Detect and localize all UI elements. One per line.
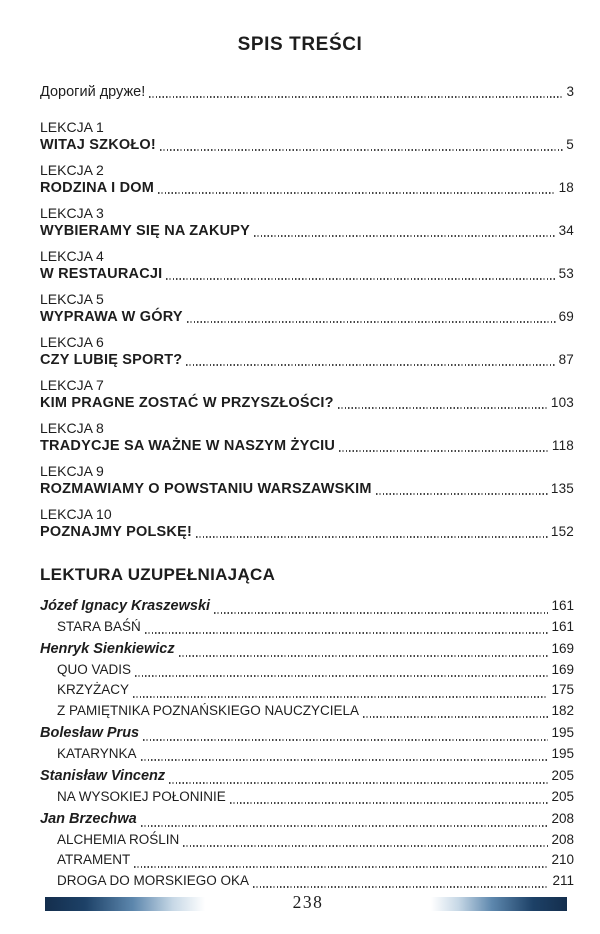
entry-page: 195: [551, 725, 574, 740]
entry-label: ROZMAWIAMY O POWSTANIU WARSZAWSKIM: [40, 481, 372, 497]
toc-entry: [40, 265, 574, 283]
toc-entry-author: [40, 723, 574, 744]
dot-leader: [187, 321, 556, 323]
entry-page: 87: [558, 352, 574, 367]
lesson-block: [40, 505, 574, 541]
dot-leader: [339, 450, 549, 452]
dot-leader: [145, 632, 549, 634]
toc-entry-author: [40, 639, 574, 660]
entry-label: W RESTAURACJI: [40, 266, 163, 282]
lesson-number: LEKCJA 7: [40, 377, 104, 393]
entry-page: 169: [551, 641, 574, 656]
dot-leader: [196, 536, 548, 538]
dot-leader: [230, 802, 549, 804]
dot-leader: [141, 759, 549, 761]
dot-leader: [135, 675, 548, 677]
toc-entry-author: [40, 596, 574, 617]
entry-page: 211: [552, 872, 574, 888]
entry-page: 5: [566, 137, 574, 152]
entry-label: KRZYŻACY: [57, 682, 130, 697]
lesson-number: LEKCJA 8: [40, 420, 104, 436]
toc-entry-work: [40, 744, 574, 765]
entry-label: TRADYCJE SA WAŻNE W NASZYM ŻYCIU: [40, 438, 336, 454]
toc-content: [40, 83, 574, 891]
dot-leader: [363, 716, 548, 718]
entry-page: 175: [551, 682, 574, 697]
entry-label: Stanisław Vincenz: [40, 768, 166, 784]
dot-leader: [141, 825, 549, 827]
entry-page: 161: [551, 618, 574, 634]
toc-entry-work: [40, 830, 574, 851]
toc-entry-work: [40, 850, 574, 871]
toc-entry-intro: [40, 83, 574, 101]
entry-page: 195: [551, 745, 574, 761]
page-title: SPIS TREŚCI: [237, 34, 363, 55]
dot-leader: [253, 886, 549, 888]
supplementary-header: LEKTURA UZUPEŁNIAJĄCA: [40, 565, 276, 584]
lesson-number: LEKCJA 9: [40, 463, 104, 479]
entry-label: Józef Ignacy Kraszewski: [40, 598, 211, 614]
lesson-number: LEKCJA 4: [40, 248, 104, 264]
toc-entry: [40, 136, 574, 154]
lesson-block: [40, 376, 574, 412]
entry-page: 161: [551, 598, 574, 613]
lesson-block: [40, 462, 574, 498]
entry-page: 182: [551, 702, 574, 718]
entry-page: 208: [551, 831, 574, 847]
entry-label: CZY LUBIĘ SPORT?: [40, 352, 183, 368]
dot-leader: [133, 696, 548, 698]
lesson-block: [40, 204, 574, 240]
entry-page: 18: [558, 180, 574, 195]
entry-label: WYBIERAMY SIĘ NA ZAKUPY: [40, 223, 251, 239]
dot-leader: [158, 192, 556, 194]
dot-leader: [179, 655, 549, 657]
entry-label: WYPRAWA W GÓRY: [40, 309, 183, 325]
toc-entry: [40, 394, 574, 412]
lesson-block: [40, 333, 574, 369]
entry-label: KIM PRAGNE ZOSTAĆ W PRZYSZŁOŚCI?: [40, 395, 334, 411]
entry-page: 152: [550, 524, 574, 539]
dot-leader: [186, 364, 555, 366]
entry-page: 69: [558, 309, 574, 324]
dot-leader: [376, 493, 548, 495]
entry-page: 3: [566, 84, 574, 99]
entry-page: 210: [551, 852, 574, 867]
lesson-number: LEKCJA 10: [40, 506, 112, 522]
entry-label: DROGA DO MORSKIEGO OKA: [57, 872, 250, 888]
toc-entry-work: [40, 660, 574, 681]
entry-page: 118: [551, 438, 574, 453]
entry-label: STARA BAŚŃ: [57, 618, 141, 634]
lesson-number: LEKCJA 5: [40, 291, 104, 307]
toc-entry-work: [40, 787, 574, 808]
toc-entry-work: [40, 701, 574, 722]
dot-leader: [143, 739, 548, 741]
toc-entry: [40, 222, 574, 240]
toc-entry-work: [40, 871, 574, 892]
lesson-block: [40, 419, 574, 455]
lesson-number: LEKCJA 2: [40, 162, 104, 178]
lesson-block: [40, 247, 574, 283]
toc-entry-work: [40, 617, 574, 638]
entry-label: WITAJ SZKOŁO!: [40, 137, 156, 153]
entry-page: 169: [551, 661, 574, 677]
lesson-number: LEKCJA 1: [40, 119, 104, 135]
entry-label: Дорогий друже!: [40, 84, 146, 100]
entry-label: Z PAMIĘTNIKA POZNAŃSKIEGO NAUCZYCIELA: [57, 702, 360, 718]
lesson-block: [40, 161, 574, 197]
lesson-number: LEKCJA 3: [40, 205, 104, 221]
dot-leader: [160, 149, 563, 151]
lessons-section: [40, 118, 574, 541]
entry-page: 205: [551, 788, 574, 804]
entry-page: 103: [550, 395, 574, 410]
entry-page: 208: [551, 811, 574, 826]
dot-leader: [149, 96, 563, 98]
entry-page: 205: [551, 768, 574, 783]
footer-gradient-bar-right: [431, 897, 567, 911]
toc-entry-work: [40, 680, 574, 701]
entry-label: KATARYNKA: [57, 745, 137, 761]
entry-label: Henryk Sienkiewicz: [40, 641, 175, 657]
toc-entry: [40, 437, 574, 455]
toc-entry: [40, 179, 574, 197]
entry-label: Bolesław Prus: [40, 725, 140, 741]
toc-entry-author: [40, 766, 574, 787]
entry-label: QUO VADIS: [57, 661, 132, 677]
dot-leader: [166, 278, 555, 280]
toc-entry: [40, 480, 574, 498]
entry-page: 135: [550, 481, 574, 496]
entry-label: NA WYSOKIEJ POŁONINIE: [57, 788, 226, 804]
lesson-block: [40, 118, 574, 154]
entry-label: RODZINA I DOM: [40, 180, 155, 196]
dot-leader: [169, 782, 548, 784]
entry-page: 34: [558, 223, 574, 238]
toc-entry: [40, 308, 574, 326]
dot-leader: [254, 235, 556, 237]
entry-label: ATRAMENT: [57, 852, 131, 867]
entry-label: ALCHEMIA ROŚLIN: [57, 831, 180, 847]
toc-entry-author: [40, 809, 574, 830]
entry-label: POZNAJMY POLSKĘ!: [40, 524, 192, 540]
dot-leader: [338, 407, 548, 409]
entry-label: Jan Brzechwa: [40, 811, 137, 827]
lesson-block: [40, 290, 574, 326]
dot-leader: [183, 845, 548, 847]
entry-page: 53: [558, 266, 574, 281]
dot-leader: [214, 612, 548, 614]
toc-entry: [40, 351, 574, 369]
toc-entry: [40, 523, 574, 541]
supplementary-section: [40, 596, 574, 891]
dot-leader: [134, 866, 548, 868]
folio-page-number: 238: [292, 892, 324, 912]
lesson-number: LEKCJA 6: [40, 334, 104, 350]
